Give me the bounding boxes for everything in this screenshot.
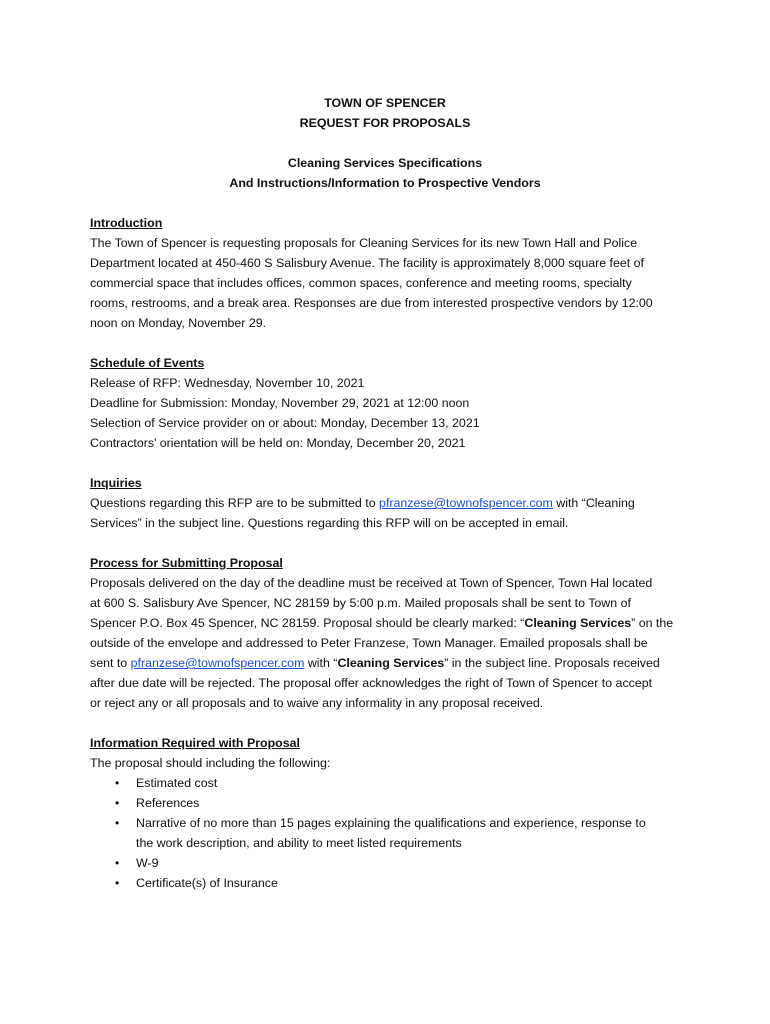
- process-line: sent to pfranzese@townofspencer.com with “Cleaning Services” in the subject line. Proposals received: [90, 656, 660, 670]
- introduction-line: Department located at 450-460 S Salisbury Avenue. The facility is approximately 8,000 square feet of: [90, 256, 645, 270]
- info-required-heading: Information Required with Proposal: [90, 736, 300, 750]
- inquiries-line: Questions regarding this RFP are to be submitted to pfranzese@townofspencer.com with “Cleaning: [90, 496, 635, 510]
- cleaning-services-bold: Cleaning Services: [337, 656, 445, 670]
- introduction-line: noon on Monday, November 29.: [90, 316, 267, 330]
- inquiries-section: [90, 473, 680, 533]
- introduction-line: The Town of Spencer is requesting proposals for Cleaning Services for its new Town Hall and Police: [90, 236, 638, 250]
- title-town: TOWN OF SPENCER: [324, 96, 446, 110]
- process-line: outside of the envelope and addressed to Peter Franzese, Town Manager. Emailed proposals shall be: [90, 636, 648, 650]
- list-item: • Narrative of no more than 15 pages explaining the qualifications and experience, response to the work description, and ability to meet listed requirements: [90, 813, 680, 853]
- inquiries-heading: Inquiries: [90, 476, 142, 490]
- process-line: at 600 S. Salisbury Ave Spencer, NC 28159 by 5:00 p.m. Mailed proposals shall be sent to Town of: [90, 596, 631, 610]
- process-heading: Process for Submitting Proposal: [90, 556, 283, 570]
- document-title-block: [90, 93, 680, 193]
- process-line: after due date will be rejected. The proposal offer acknowledges the right of Town of Spencer to accept: [90, 676, 653, 690]
- schedule-item: Contractors’ orientation will be held on: Monday, December 20, 2021: [90, 436, 466, 450]
- title-rfp: REQUEST FOR PROPOSALS: [299, 116, 471, 130]
- introduction-line: rooms, restrooms, and a break area. Responses are due from interested prospective vendors by 12:00: [90, 296, 653, 310]
- subtitle-instructions: And Instructions/Information to Prospective Vendors: [229, 176, 541, 190]
- schedule-heading: Schedule of Events: [90, 356, 205, 370]
- document-body: [90, 93, 680, 893]
- list-item: • W-9: [90, 853, 680, 873]
- introduction-heading: Introduction: [90, 216, 163, 230]
- schedule-item: Selection of Service provider on or about: Monday, December 13, 2021: [90, 416, 480, 430]
- process-line: Proposals delivered on the day of the deadline must be received at Town of Spencer, Town Hal located: [90, 576, 653, 590]
- inquiries-line: Services” in the subject line. Questions regarding this RFP will on be accepted in email.: [90, 516, 569, 530]
- schedule-item: Deadline for Submission: Monday, November 29, 2021 at 12:00 noon: [90, 396, 470, 410]
- process-line: Spencer P.O. Box 45 Spencer, NC 28159. Proposal should be clearly marked: “Cleaning Services” on the: [90, 616, 674, 630]
- email-link[interactable]: pfranzese@townofspencer.com: [130, 656, 305, 670]
- bullet-icon: •: [115, 816, 120, 830]
- list-item: • References: [90, 793, 680, 813]
- requirements-list: [90, 773, 680, 893]
- info-required-intro: The proposal should including the following:: [90, 756, 331, 770]
- schedule-item: Release of RFP: Wednesday, November 10, 2021: [90, 376, 365, 390]
- email-link[interactable]: pfranzese@townofspencer.com: [379, 496, 553, 510]
- bullet-icon: •: [115, 776, 120, 790]
- subtitle-specifications: Cleaning Services Specifications: [287, 156, 483, 170]
- schedule-section: [90, 353, 680, 453]
- process-section: [90, 553, 680, 713]
- introduction-line: commercial space that includes offices, common spaces, conference and meeting rooms, specialty: [90, 276, 632, 290]
- bullet-icon: •: [115, 796, 120, 810]
- bullet-icon: •: [115, 876, 120, 890]
- info-required-section: [90, 733, 680, 893]
- list-item: • Certificate(s) of Insurance: [90, 873, 680, 893]
- bullet-icon: •: [115, 856, 120, 870]
- list-item: • Estimated cost: [90, 773, 680, 793]
- cleaning-services-bold: Cleaning Services: [524, 616, 632, 630]
- introduction-section: [90, 213, 680, 333]
- process-line: or reject any or all proposals and to waive any informality in any proposal received.: [90, 696, 544, 710]
